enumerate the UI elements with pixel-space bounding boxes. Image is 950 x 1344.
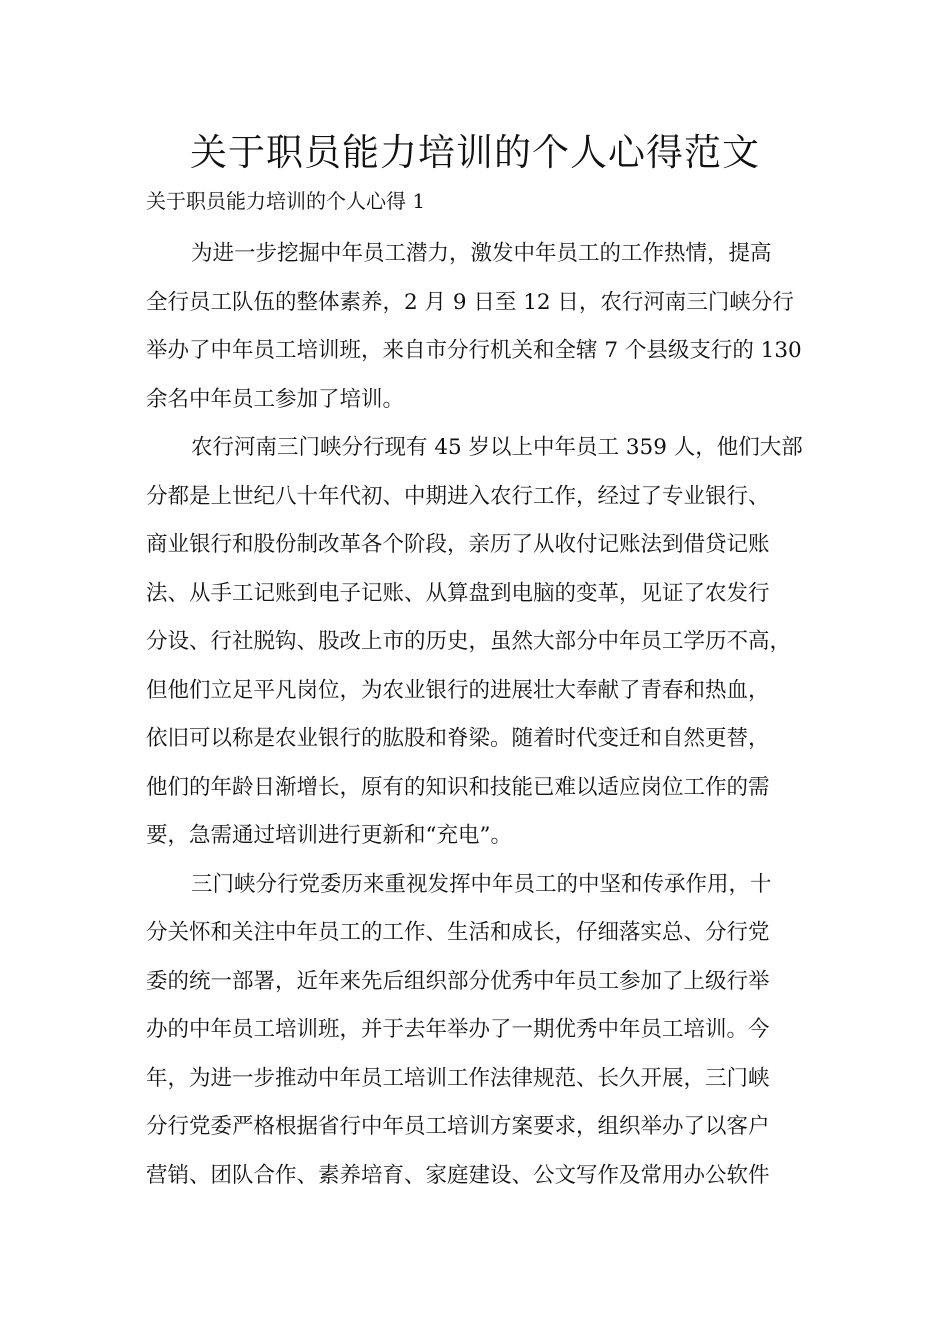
text-line: 办的中年员工培训班，并于去年举办了一期优秀中年员工培训。今: [146, 1017, 770, 1042]
text-line: 举办了中年员工培训班，来自市分行机关和全辖 7 个县级支行的 130: [146, 338, 802, 363]
document-title: 关于职员能力培训的个人心得范文: [190, 131, 760, 174]
section-subtitle: 关于职员能力培训的个人心得 1: [146, 189, 426, 213]
text-line: 分关怀和关注中年员工的工作、生活和成长，仔细落实总、分行党: [146, 920, 770, 945]
text-line: 要，急需通过培训进行更新和“充电”。: [146, 823, 512, 848]
text-line: 分都是上世纪八十年代初、中期进入农行工作，经过了专业银行、: [146, 483, 770, 509]
text-line: 三门峡分行党委历来重视发挥中年员工的中坚和传承作用，十: [191, 871, 772, 897]
text-line: 商业银行和股份制改革各个阶段，亲历了从收付记账法到借贷记账: [146, 532, 770, 557]
text-line: 分行党委严格根据省行中年员工培训方案要求，组织举办了以客户: [146, 1114, 770, 1139]
text-line: 农行河南三门峡分行现有 45 岁以上中年员工 359 人，他们大部: [191, 435, 803, 460]
text-line: 他们的年龄日渐增长，原有的知识和技能已难以适应岗位工作的需: [146, 774, 770, 800]
paragraph-1: [146, 230, 822, 424]
text-line: 余名中年员工参加了培训。: [146, 386, 405, 412]
text-line: 营销、团队合作、素养培育、家庭建设、公文写作及常用办公软件: [146, 1162, 770, 1188]
text-line: 年，为进一步推动中年员工培训工作法律规范、长久开展，三门峡: [146, 1065, 770, 1091]
document-body: [146, 230, 822, 1200]
text-line: 法、从手工记账到电子记账、从算盘到电脑的变革，见证了农发行: [146, 580, 770, 606]
text-line: 但他们立足平凡岗位，为农业银行的进展壮大奉献了青春和热血，: [146, 677, 770, 703]
paragraph-2: [146, 424, 822, 861]
text-line: 分设、行社脱钩、股改上市的历史，虽然大部分中年员工学历不高，: [146, 629, 792, 654]
text-line: 为进一步挖掘中年员工潜力，激发中年员工的工作热情，提高: [191, 241, 772, 266]
text-line: 委的统一部署，近年来先后组织部分优秀中年员工参加了上级行举: [146, 968, 770, 994]
paragraph-3: [146, 861, 822, 1201]
text-line: 全行员工队伍的整体素养，2 月 9 日至 12 日，农行河南三门峡分行: [146, 289, 794, 315]
text-line: 依旧可以称是农业银行的肱股和脊梁。随着时代变迁和自然更替，: [146, 726, 770, 751]
